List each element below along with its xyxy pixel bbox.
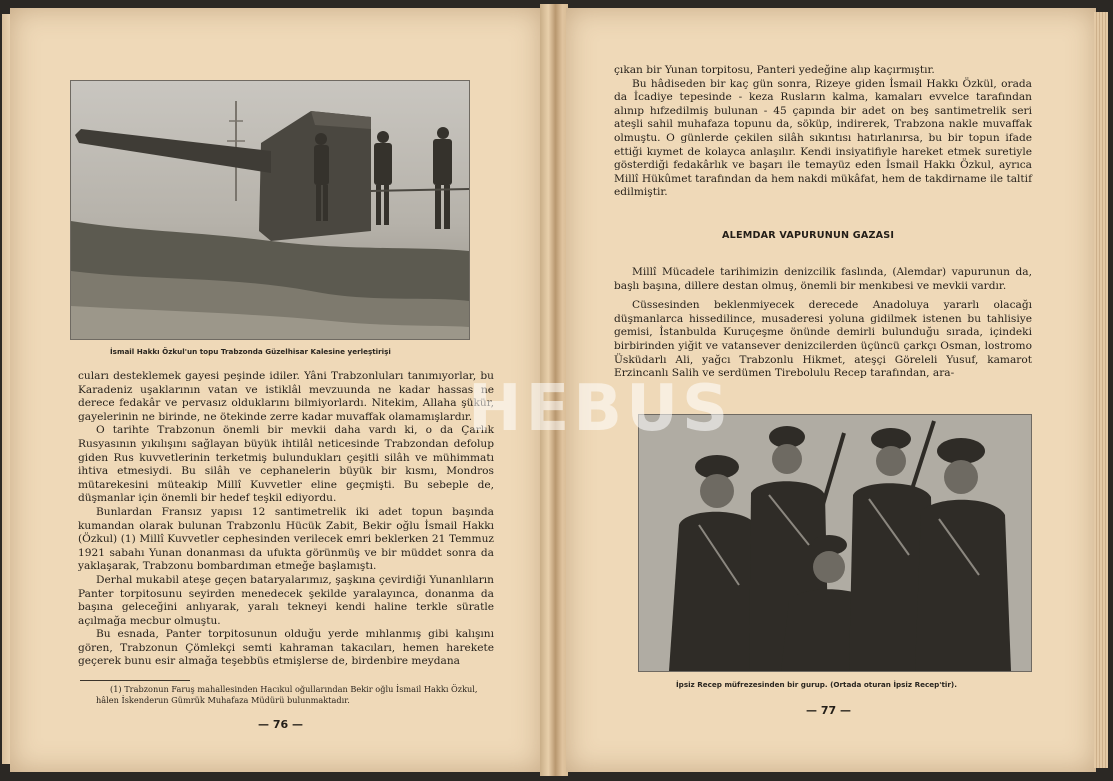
footnote-rule [80,680,190,681]
left-page-body [78,370,494,669]
left-paragraph-1: cuları desteklemek gayesi peşinde idiler. Yâni Trabzonluları tanımıyorlar, bu Karadeniz uşaklarının vatan ve istiklâl mevzuunda ne kadar hassas ne derece fedakâr ve pervasız olduklarını bilmiyorlardı. Nitekim, Allaha şükür, gayelerinin ne birinde, ne ötekinde zerre kadar muvaffak olamamışlardır. [78,370,494,423]
left-paragraph-4: Derhal mukabil ateşe geçen bataryalarımız, şaşkına çevirdiği Yunanlıların Panter torpitosunu seyirden menedecek şekilde yaralayınca, donanma da başına geleceğini anlıyarak, yaralı tekneyi kendi haline terkle süratle açılmağa mecbur olmuştu. [78,573,494,627]
group-photo-caption: İpsiz Recep müfrezesinden bir gurup. (Ortada oturan İpsiz Recep'tir). [676,680,957,689]
right-page-body-section [614,266,1032,381]
cannon-photo-image [71,81,469,339]
left-page-number: — 76 — [258,718,303,731]
right-paragraph-4: Cüssesinden beklenmiyecek derecede Anadoluya yararlı olacağı düşmanlarca hissedilince, musaderesi yoluna gidilmek istenen bu tahlisiye gemisi, İstanbulda Kuruçeşme önünde demirli bulunduğu sırada, içindeki birbirinden yiğit ve vatansever denizcilerden üçüncü çarkçı Osman, lostromo Üsküdarlı Ali, yağcı Trabzonlu Hikmet, ateşçi Göreleli Yusuf, kamarot Erzincanlı Salih ve serdümen Tirebolulu Recep tarafından, ara- [614,299,1032,380]
left-footnote: (1) Trabzonun Faruş mahallesinden Hacıkul oğullarından Bekir oğlu İsmail Hakkı Özkul, hâlen İskenderun Gümrük Muhafaza Müdürü bulunmaktadır. [96,684,478,705]
watermark: HEBUS [468,372,733,446]
cannon-photo [70,80,470,340]
group-photo-image [639,415,1031,671]
left-page [10,8,542,772]
left-paragraph-5: Bu esnada, Panter torpitosunun olduğu yerde mıhlanmış gibi kalışını gören, Trabzonun Çömlekçi semti kahraman takacıları, hemen harekete geçerek bunu esir almağa teşebbüs etmişlerse de, birdenbire meydana [78,628,494,668]
group-photo [638,414,1032,672]
right-paragraph-1: çıkan bir Yunan torpitosu, Panteri yedeğine alıp kaçırmıştır. [614,64,935,76]
right-page-body-top [614,64,1032,200]
right-page-edges [1094,12,1108,768]
left-paragraph-3: Bunlardan Fransız yapısı 12 santimetrelik iki adet topun başında kumandan olarak bulunan Trabzonlu Hücük Zabit, Bekir oğlu İsmail Hakkı (Özkul) (1) Millî Kuvvetler cephesinden verilecek emri beklerken 21 Temmuz 1921 sabahı Yunan donanması da ufukta görünmüş ve bir müddet sonra da yaklaşarak, Trabzonu bombardıman etmeğe başlamıştı. [78,505,494,573]
cannon-photo-caption: İsmail Hakkı Özkul'un topu Trabzonda Güzelhisar Kalesine yerleştirişi [110,347,391,356]
right-page-number: — 77 — [806,704,851,717]
left-paragraph-2: O tarihte Trabzonun önemli bir mevkii daha vardı ki, o da Çarlık Rusyasının yıkılışını sağlayan büyük ihtilâl neticesinde Trabzondan defolup giden Rus kuvvetlerinin terketmiş bulundukları çeşitli silâh ve mühimmatı ihtiva etmesiydi. Bu silâh ve cephanelerin büyük bir kısmı, Mondros mütarekesini müteakip Millî Kuvvetler eline geçmişti. Bu sebeple de, düşmanlar için önemli bir hedef teşkil ediyordu. [78,424,494,505]
right-paragraph-3: Millî Mücadele tarihimizin denizcilik faslında, (Alemdar) vapurunun da, başlı başına, dillere destan olmuş, önemli bir menkıbesi ve mevkii vardır. [614,266,1032,292]
right-paragraph-2: Bu hâdiseden bir kaç gün sonra, Rizeye giden İsmail Hakkı Özkül, orada da İcadiye tepesinde - keza Rusların kalma, kamaları evvelce tarafından alınıp hıfzedilmiş bulunan - 45 çapında bir adet on beş santimetrelik seri ateşli sahil muhafaza topunu da, söküp, indirerek, Trabzona nakle muvaffak olmuştu. O günlerde çekilen silâh sıkıntısı hatırlanırsa, bu bir topun ifade ettiği kıymet de kolayca anlaşılır. Kendi insiyatifiyle hareket etmek suretiyle gösterdiği fedakârlık ve başarı ile temayüz eden İsmail Hakkı Özkul, ayrıca Millî Hükûmet tarafından da hem nakdi mükâfat, hem de takdirname ile taltif edilmiştir. [614,77,1032,199]
section-heading: ALEMDAR VAPURUNUN GAZASI [722,230,895,241]
